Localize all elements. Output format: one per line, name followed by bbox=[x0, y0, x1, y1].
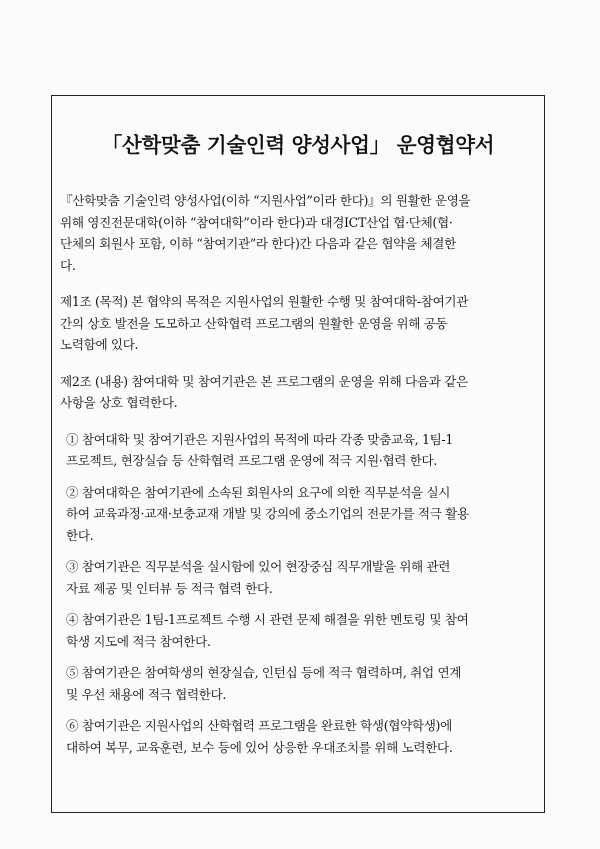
intro-line: 단체의 회원사 포함, 이하 “참여기관”라 한다)간 다음과 같은 협약을 체결한 bbox=[60, 236, 456, 251]
item-4-line: ④ 참여기관은 1팀-1프로젝트 수행 시 관련 문제 해결을 위한 멘토링 및 참여 bbox=[66, 612, 469, 627]
list-item bbox=[66, 662, 538, 705]
list-item bbox=[66, 429, 538, 472]
article-2-line: 사항을 상호 협력한다. bbox=[60, 395, 178, 410]
intro-paragraph bbox=[60, 190, 538, 276]
item-1-line: ① 참여대학 및 참여기관은 지원사업의 목적에 따라 각종 맞춤교육, 1팀-1 bbox=[66, 431, 454, 447]
list-item bbox=[66, 482, 538, 547]
item-3-line: ③ 참여기관은 직무분석을 실시함에 있어 현장중심 직무개발을 위해 관련 bbox=[66, 559, 451, 574]
intro-line: 위해 영진전문대학(이하 “참여대학”이라 한다)과 대경ICT산업 협·단체(협· bbox=[60, 214, 453, 230]
intro-line: 다. bbox=[60, 257, 76, 273]
article-2 bbox=[60, 371, 538, 414]
intro-line: 『산학맞춤 기술인력 양성사업(이하 “지원사업”이라 한다)』의 원활한 운영을 bbox=[60, 193, 471, 208]
item-4-line: 학생 지도에 적극 참여한다. bbox=[66, 633, 211, 649]
article-1 bbox=[60, 291, 538, 356]
list-item bbox=[66, 715, 538, 758]
article-1-line: 간의 상호 발전을 도모하고 산학협력 프로그램의 원활한 운영을 위해 공동 bbox=[60, 315, 448, 331]
article-2-items bbox=[60, 429, 538, 759]
item-6-line: 대하여 복무, 교육훈련, 보수 등에 있어 상응한 우대조치를 위해 노력한다. bbox=[66, 739, 453, 755]
item-2-line: 한다. bbox=[66, 527, 94, 543]
document-body bbox=[60, 190, 538, 758]
document-title: 「산학맞춤 기술인력 양성사업」 운영협약서 bbox=[101, 133, 495, 157]
item-5-line: 및 우선 채용에 적극 협력한다. bbox=[66, 686, 227, 702]
item-6-line: ⑥ 참여기관은 지원사업의 산학협력 프로그램을 완료한 학생(협약학생)에 bbox=[66, 718, 452, 733]
list-item bbox=[66, 556, 538, 599]
article-1-line: 제1조 (목적) 본 협약의 목적은 지원사업의 원활한 수행 및 참여대학-참여기관 bbox=[60, 294, 469, 309]
item-3-line: 자료 제공 및 인터뷰 등 적극 협력 한다. bbox=[66, 580, 273, 596]
item-5-line: ⑤ 참여기관은 참여학생의 현장실습, 인턴십 등에 적극 협력하며, 취업 연계 bbox=[66, 665, 462, 680]
item-2-line: ② 참여대학은 참여기관에 소속된 회원사의 요구에 의한 직무분석을 실시 bbox=[66, 484, 451, 500]
item-1-line: 프로젝트, 현장실습 등 산학협력 프로그램 운영에 적극 지원·협력 한다. bbox=[66, 453, 438, 468]
list-item bbox=[66, 609, 538, 652]
item-2-line: 하여 교육과정·교재·보충교재 개발 및 강의에 중소기업의 전문가를 적극 활용 bbox=[66, 506, 469, 521]
article-1-line: 노력함에 있다. bbox=[60, 337, 139, 352]
article-2-line: 제2조 (내용) 참여대학 및 참여기관은 본 프로그램의 운영을 위해 다음과 같은 bbox=[60, 373, 468, 389]
